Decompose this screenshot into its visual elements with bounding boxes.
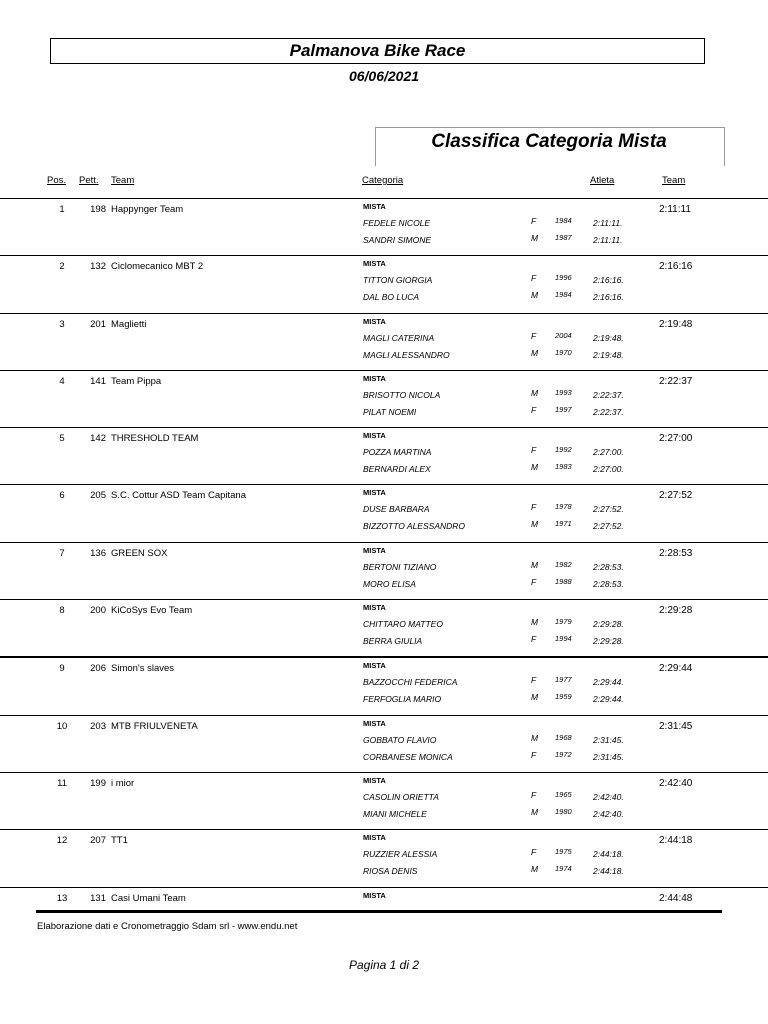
athlete-birth-year: 1974: [555, 864, 572, 874]
page-number: Pagina 1 di 2: [348, 958, 420, 972]
team-row: [0, 656, 768, 714]
athlete-birth-year: 1987: [555, 233, 572, 242]
team-name: THRESHOLD TEAM: [111, 433, 199, 445]
athlete-sex: M: [531, 692, 539, 703]
athlete-sex: F: [531, 404, 537, 415]
athlete-sex: F: [531, 445, 537, 456]
team-row: [0, 887, 768, 944]
team-time: 2:27:00: [659, 433, 693, 445]
athlete-name: BERNARDI ALEX: [363, 464, 431, 475]
athlete-name: RIOSA DENIS: [363, 866, 418, 877]
team-row: [0, 599, 768, 656]
athlete-row: [0, 805, 768, 822]
athlete-name: CASOLIN ORIETTA: [363, 791, 439, 802]
team-name: MTB FRIULVENETA: [111, 720, 198, 732]
athlete-name: BRISOTTO NICOLA: [363, 389, 441, 400]
athlete-birth-year: 1978: [555, 502, 572, 512]
team-position: 11: [57, 777, 67, 789]
header-pos: Pos.: [47, 175, 67, 186]
athlete-row: [0, 673, 768, 690]
athlete-birth-year: 1959: [555, 692, 572, 702]
team-category: MISTA: [363, 431, 386, 441]
athlete-row: [0, 443, 768, 460]
team-bib: 207: [90, 835, 106, 847]
athlete-sex: F: [531, 675, 537, 686]
team-time: 2:22:37: [659, 375, 693, 387]
athlete-row: [0, 632, 768, 649]
athlete-birth-year: 1992: [555, 445, 572, 455]
athlete-name: DUSE BARBARA: [363, 504, 430, 515]
athlete-sex: F: [531, 789, 537, 800]
team-row: [0, 313, 768, 370]
team-bib: 142: [90, 433, 106, 445]
athlete-name: BAZZOCCHI FEDERICA: [363, 677, 458, 688]
team-time: 2:44:48: [659, 892, 693, 904]
athlete-row: [0, 558, 768, 575]
team-category: MISTA: [363, 603, 386, 613]
team-position: 1: [59, 204, 65, 215]
team-position: 10: [56, 720, 68, 732]
athlete-row: [0, 329, 768, 346]
athlete-sex: M: [531, 233, 539, 243]
athlete-birth-year: 1993: [555, 387, 572, 397]
team-row: [0, 542, 768, 599]
athlete-row: [0, 271, 768, 288]
athlete-time: 2:27:52.: [593, 521, 624, 532]
athlete-sex: M: [531, 519, 539, 530]
team-name: TT1: [111, 835, 128, 847]
athlete-name: MAGLI CATERINA: [363, 332, 435, 343]
team-position: 6: [59, 490, 65, 502]
team-name: Maglietti: [111, 318, 147, 330]
athlete-time: 2:28:53.: [593, 561, 624, 572]
athlete-time: 2:44:18.: [593, 849, 624, 860]
athlete-name: FERFOGLIA MARIO: [363, 694, 442, 705]
team-time: 2:44:18: [659, 835, 693, 847]
athlete-birth-year: 2004: [555, 330, 572, 340]
athlete-time: 2:29:28.: [593, 619, 624, 630]
athlete-row: [0, 386, 768, 403]
athlete-row: [0, 214, 768, 231]
athlete-row: [0, 403, 768, 420]
team-time: 2:42:40: [659, 777, 693, 789]
athlete-sex: M: [531, 462, 539, 473]
athlete-birth-year: 1968: [555, 732, 572, 742]
athlete-birth-year: 1983: [555, 462, 572, 472]
athlete-sex: F: [531, 634, 537, 645]
athlete-name: BERTONI TIZIANO: [363, 561, 437, 572]
team-row: [0, 772, 768, 829]
team-position: 4: [59, 375, 65, 387]
athlete-birth-year: 1970: [555, 347, 572, 357]
team-category: MISTA: [363, 661, 386, 671]
results-table: [0, 198, 768, 944]
team-category: MISTA: [363, 775, 386, 785]
athlete-time: 2:29:44.: [593, 694, 624, 705]
team-time: 2:11:11: [659, 204, 691, 215]
athlete-time: 2:19:48.: [593, 349, 624, 360]
athlete-time: 2:42:40.: [593, 791, 624, 802]
athlete-name: MIANI MICHELE: [363, 808, 427, 819]
athlete-row: [0, 748, 768, 765]
team-name: KiCoSys Evo Team: [111, 605, 193, 617]
athlete-name: SANDRI SIMONE: [363, 235, 432, 245]
team-row: [0, 715, 768, 772]
athlete-time: 2:29:28.: [593, 636, 624, 647]
team-bib: 131: [90, 892, 106, 904]
athlete-sex: M: [531, 290, 539, 301]
athlete-row: [0, 517, 768, 534]
team-position: 13: [56, 892, 68, 904]
athlete-row: [0, 690, 768, 707]
team-time: 2:29:28: [659, 605, 693, 617]
team-category: MISTA: [363, 202, 386, 211]
team-category: MISTA: [363, 488, 386, 498]
team-row: [0, 198, 768, 255]
athlete-time: 2:19:48.: [593, 332, 624, 343]
athlete-birth-year: 1972: [555, 749, 572, 759]
athlete-row: [0, 575, 768, 592]
athlete-sex: F: [531, 216, 537, 226]
athlete-time: 2:22:37.: [593, 406, 624, 417]
bottom-divider: [36, 910, 722, 913]
team-row: [0, 255, 768, 312]
athlete-birth-year: 1965: [555, 789, 572, 799]
athlete-time: 2:22:37.: [593, 389, 624, 400]
athlete-name: FEDELE NICOLE: [363, 218, 431, 228]
athlete-sex: M: [531, 732, 539, 743]
athlete-birth-year: 1984: [555, 290, 572, 300]
athlete-time: 2:27:00.: [593, 447, 624, 458]
athlete-birth-year: 1977: [555, 675, 572, 685]
team-name: Simon's slaves: [111, 663, 175, 675]
team-category: MISTA: [363, 316, 386, 326]
team-position: 8: [59, 605, 65, 617]
team-bib: 206: [90, 663, 106, 675]
athlete-time: 2:42:40.: [593, 808, 624, 819]
athlete-sex: F: [531, 330, 537, 341]
team-category: MISTA: [363, 259, 386, 269]
athlete-time: 2:31:45.: [593, 734, 624, 745]
athlete-birth-year: 1988: [555, 576, 572, 586]
athlete-time: 2:16:16.: [593, 275, 624, 286]
header-team-time: Team: [662, 175, 686, 186]
athlete-row: [0, 346, 768, 363]
athlete-sex: M: [531, 387, 539, 398]
athlete-birth-year: 1980: [555, 806, 572, 816]
team-bib: 201: [90, 318, 106, 330]
team-category: MISTA: [363, 890, 386, 900]
team-bib: 205: [90, 490, 106, 502]
team-position: 5: [59, 433, 65, 445]
athlete-name: GOBBATO FLAVIO: [363, 734, 437, 745]
athlete-name: CHITTARO MATTEO: [363, 619, 443, 630]
athlete-name: PILAT NOEMI: [363, 406, 417, 417]
athlete-sex: M: [531, 559, 539, 570]
athlete-birth-year: 1979: [555, 617, 572, 627]
team-time: 2:16:16: [659, 261, 693, 273]
athlete-time: 2:16:16.: [593, 292, 624, 303]
team-bib: 200: [90, 605, 106, 617]
team-time: 2:31:45: [659, 720, 693, 732]
athlete-name: DAL BO LUCA: [363, 292, 420, 303]
athlete-row: [0, 231, 768, 248]
athlete-sex: F: [531, 847, 537, 858]
athlete-birth-year: 1971: [555, 519, 572, 529]
team-bib: 141: [90, 375, 106, 387]
athlete-name: BIZZOTTO ALESSANDRO: [363, 521, 466, 532]
athlete-row: [0, 288, 768, 305]
athlete-birth-year: 1996: [555, 273, 572, 283]
team-row: [0, 370, 768, 427]
team-bib: 199: [90, 777, 106, 789]
athlete-sex: F: [531, 273, 537, 284]
athlete-birth-year: 1997: [555, 404, 572, 414]
team-row: [0, 484, 768, 541]
athlete-time: 2:11:11.: [593, 218, 623, 228]
athlete-time: 2:28:53.: [593, 578, 624, 589]
team-name: Casi Umani Team: [111, 892, 186, 904]
event-date: 06/06/2021: [348, 68, 420, 84]
team-name: GREEN SOX: [111, 547, 168, 559]
athlete-name: BERRA GIULIA: [363, 636, 423, 647]
team-category: MISTA: [363, 373, 386, 383]
team-bib: 136: [90, 547, 106, 559]
athlete-time: 2:29:44.: [593, 677, 624, 688]
athlete-name: MORO ELISA: [363, 578, 416, 589]
athlete-time: 2:31:45.: [593, 751, 624, 762]
athlete-sex: F: [531, 749, 537, 760]
athlete-sex: M: [531, 347, 539, 358]
team-name: Happynger Team: [111, 204, 184, 215]
team-time: 2:19:48: [659, 318, 693, 330]
athlete-birth-year: 1975: [555, 847, 572, 857]
team-bib: 198: [90, 204, 106, 215]
team-name: Ciclomecanico MBT 2: [111, 261, 204, 273]
athlete-name: RUZZIER ALESSIA: [363, 849, 438, 860]
team-name: S.C. Cottur ASD Team Capitana: [111, 490, 246, 502]
athlete-row: [0, 731, 768, 748]
athlete-birth-year: 1994: [555, 634, 572, 644]
team-category: MISTA: [363, 833, 386, 843]
team-position: 7: [59, 547, 65, 559]
team-category: MISTA: [363, 718, 386, 728]
athlete-birth-year: 1984: [555, 216, 572, 225]
athlete-name: TITTON GIORGIA: [363, 275, 433, 286]
athlete-row: [0, 862, 768, 879]
athlete-row: [0, 500, 768, 517]
athlete-row: [0, 615, 768, 632]
athlete-birth-year: 1982: [555, 559, 572, 569]
team-bib: 203: [90, 720, 106, 732]
team-time: 2:28:53: [659, 547, 693, 559]
team-position: 9: [59, 663, 65, 675]
team-name: Team Pippa: [111, 375, 162, 387]
header-categoria: Categoria: [362, 175, 404, 186]
team-position: 12: [56, 835, 68, 847]
team-position: 2: [59, 261, 65, 273]
athlete-row: [0, 788, 768, 805]
team-position: 3: [59, 318, 65, 330]
team-row: [0, 829, 768, 886]
athlete-sex: M: [531, 617, 539, 628]
athlete-row: [0, 460, 768, 477]
category-title: Classifica Categoria Mista: [431, 131, 667, 152]
athlete-row: [0, 845, 768, 862]
athlete-name: POZZA MARTINA: [363, 447, 432, 458]
athlete-time: 2:11:11.: [593, 235, 623, 245]
team-bib: 132: [90, 261, 106, 273]
header-pett: Pett.: [79, 175, 99, 186]
athlete-time: 2:27:00.: [593, 464, 624, 475]
team-time: 2:29:44: [659, 663, 693, 675]
athlete-sex: F: [531, 576, 537, 587]
footer-credits: Elaborazione dati e Cronometraggio Sdam srl - www.endu.net: [37, 921, 298, 932]
athlete-sex: M: [531, 864, 539, 875]
athlete-time: 2:44:18.: [593, 866, 624, 877]
header-atleta: Atleta: [590, 175, 615, 186]
team-time: 2:27:52: [659, 490, 693, 502]
event-title: Palmanova Bike Race: [50, 38, 705, 64]
team-category: MISTA: [363, 545, 386, 555]
team-name: i mior: [111, 777, 135, 789]
team-row: [0, 427, 768, 484]
athlete-sex: M: [531, 806, 539, 817]
athlete-name: CORBANESE MONICA: [363, 751, 453, 762]
athlete-name: MAGLI ALESSANDRO: [363, 349, 450, 360]
athlete-sex: F: [531, 502, 537, 513]
athlete-time: 2:27:52.: [593, 504, 624, 515]
header-team: Team: [111, 175, 135, 186]
